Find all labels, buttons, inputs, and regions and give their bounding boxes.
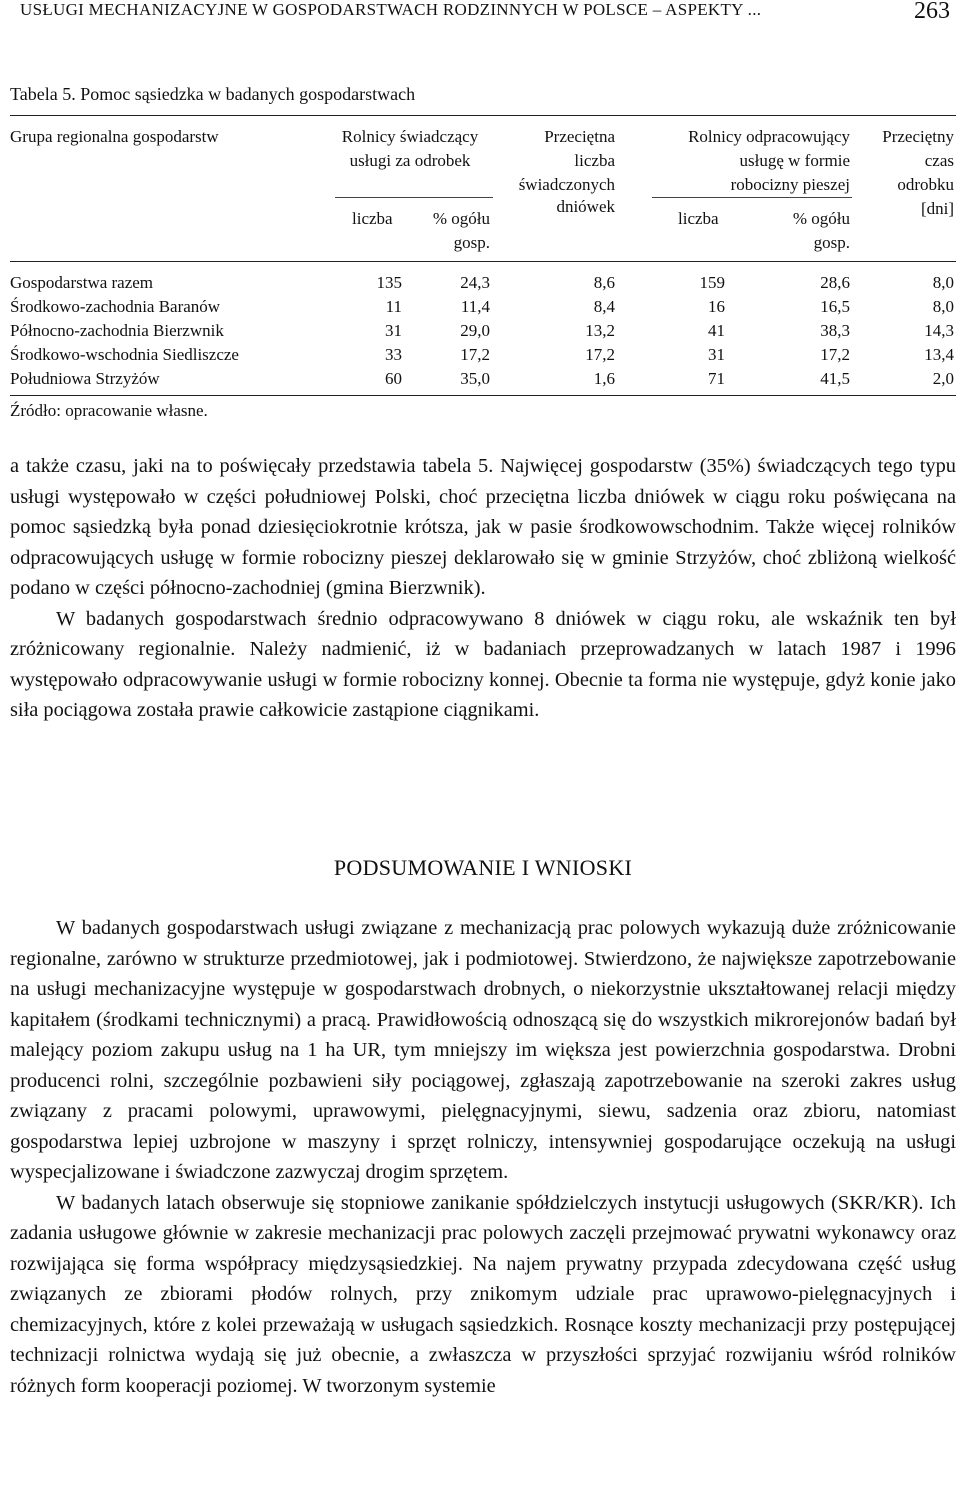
cell-pct-services: 24,3 [460, 273, 490, 292]
col-header-avg-line2: liczba [574, 151, 615, 170]
sub-header-pct-1 [410, 207, 490, 255]
col-header-work-line1: Rolnicy odpracowujący [688, 127, 850, 146]
cell-count-services: 33 [385, 345, 402, 364]
table-source: Źródło: opracowanie własne. [10, 401, 208, 420]
sub-rule-work [652, 197, 852, 198]
cell-avg-time: 8,0 [932, 297, 954, 316]
cell-avg-time: 13,4 [924, 345, 954, 364]
col-header-work-line2: usługę w formie [739, 151, 850, 170]
sub-header-pct-2-line1: % ogółu [792, 209, 850, 228]
col-header-work-line3: robocizny pieszej [730, 175, 850, 194]
cell-pct-services: 11,4 [460, 297, 490, 316]
col-header-avg-line3: świadczonych [518, 175, 615, 194]
cell-count-work: 31 [708, 345, 725, 364]
row-name: Północno-zachodnia Bierzwnik [10, 321, 224, 340]
cell-pct-work: 41,5 [820, 369, 850, 388]
row-name: Środkowo-zachodnia Baranów [10, 297, 221, 316]
col-header-time-line2: czas [924, 151, 954, 170]
sub-rule-services [335, 197, 493, 198]
cell-avg-days: 8,6 [593, 273, 615, 292]
section-title: PODSUMOWANIE I WNIOSKI [333, 855, 633, 880]
cell-pct-work: 17,2 [820, 345, 850, 364]
cell-pct-services: 35,0 [460, 369, 490, 388]
paragraph: W badanych latach obserwuje się stopniowe zanikanie spółdzielczych instytucji usługowych (SKR/KR). Ich zadania usługowe głównie w zakresie mechanizacji prac polowych zaczęli przejmować prywatni wykonawcy oraz rozwijająca się forma współpracy międzysąsiedzkiej. Na najem prywatny przypada zdecydowana część usług związanych ze zbiorami płodów rolnych, przy znikomym udziale prac uprawowo-pielęgnacyjnych i chemizacyjnych, które z kolei przeważają w usługach sąsiedzkich. Rosnące koszty mechanizacji przy postępującej technizacji rolnictwa wydają się już obecnie, a zwłaszcza w przyszłości sprzyjać rozwijaniu wśród rolników różnych form kooperacji poziomej. W tworzonym systemie [10, 1191, 956, 1397]
col-header-avg-days [490, 125, 615, 219]
paragraph: W badanych gospodarstwach średnio odpracowywano 8 dniówek w ciągu roku, ale wskaźnik ten był zróżnicowany regionalnie. Należy nadmienić, iż w badaniach przeprowadzanych w latach 1987 i 1996 występowało odpracowywanie usługi w formie robocizny konnej. Obecnie ta forma nie występuje, gdyż konie jako siła pociągowa została prawie całkowicie zastąpione ciągnikami. [10, 607, 956, 721]
cell-avg-time: 8,0 [932, 273, 954, 292]
table-row [10, 271, 956, 295]
cell-avg-days: 17,2 [585, 345, 615, 364]
table-row [10, 343, 956, 367]
table-row [10, 367, 956, 391]
col-header-services-line2: usługi za odrobek [349, 151, 471, 170]
table-row [10, 295, 956, 319]
sub-header-pct-1-line1: % ogółu [432, 209, 490, 228]
body-text-bottom [10, 913, 956, 1401]
cell-count-work: 16 [708, 297, 725, 316]
col-header-avg-line1: Przeciętna [544, 127, 615, 146]
row-name: Południowa Strzyżów [10, 369, 160, 388]
cell-count-work: 71 [708, 369, 725, 388]
cell-count-services: 60 [385, 369, 402, 388]
col-header-avg-line4: dniówek [556, 197, 615, 216]
paragraph: W badanych gospodarstwach usługi związane z mechanizacją prac polowych wykazują duże zróżnicowanie regionalne, zarówno w strukturze przedmiotowej, jak i podmiotowej. Stwierdzono, że największe zapotrzebowanie na usługi mechanizacyjne występuje w gospodarstwach drobnych, o niekorzystnie ukształtowanej relacji między kapitałem (środkami technicznymi) a pracą. Prawidłowością odnoszącą się do wszystkich mikrorejonów badań był malejący poziom zakupu usług na 1 ha UR, tym mniejszy im większa jest powierzchnia gospodarstwa. Drobni producenci rolni, szczególnie pozbawieni siły pociągowej, zgłaszają zapotrzebowanie na szeroki zakres usług związany z pracami polowymi, uprawowymi, pielęgnacyjnymi, siewu, sadzenia oraz zbioru, natomiast gospodarstwa lepiej uzbrojone w maszyny i sprzęt rolniczy, intensywniej gospodarujące oczekują na usługi wyspecjalizowane i świadczone zazwyczaj drogim sprzętem. [10, 917, 956, 1183]
col-header-work [630, 125, 850, 197]
cell-avg-days: 1,6 [593, 369, 615, 388]
table-bottom-rule [10, 395, 956, 396]
col-header-time-line4: [dni] [920, 199, 954, 218]
body-text-top [10, 451, 956, 726]
sub-header-count-1: liczba [352, 209, 393, 228]
table-header-rule [10, 261, 956, 262]
cell-avg-days: 8,4 [593, 297, 615, 316]
paragraph: a także czasu, jaki na to poświęcały przedstawia tabela 5. Najwięcej gospodarstw (35%) świadczących tego typu usługi występowało w części południowej Polski, choć przeciętna liczba dniówek w ciągu roku poświęcana na pomoc sąsiedzką była ponad dziesięciokrotnie krótsza, jak w pasie środkowowschodnim. Także więcej rolników odpracowujących usługę w formie robocizny pieszej deklarowało się w gminie Strzyżów, choć zbliżoną wielkość podano w części północno-zachodniej (gmina Bierzwnik). [10, 455, 956, 599]
cell-count-services: 135 [376, 273, 402, 292]
col-header-time-line3: odrobku [897, 175, 954, 194]
cell-pct-work: 16,5 [820, 297, 850, 316]
cell-count-services: 31 [385, 321, 402, 340]
row-name: Środkowo-wschodnia Siedliszcze [10, 345, 239, 364]
sub-header-count-2: liczba [678, 209, 719, 228]
cell-avg-time: 2,0 [932, 369, 954, 388]
row-name: Gospodarstwa razem [10, 273, 154, 292]
sub-header-pct-2-line2: gosp. [813, 233, 850, 252]
table-row [10, 319, 956, 343]
cell-pct-work: 38,3 [820, 321, 850, 340]
running-header: USŁUGI MECHANIZACYJNE W GOSPODARSTWACH RODZINNYCH W POLSCE – ASPEKTY ... [20, 0, 762, 19]
col-header-time [850, 125, 954, 221]
cell-count-work: 41 [708, 321, 725, 340]
cell-avg-time: 14,3 [924, 321, 954, 340]
col-header-services-line1: Rolnicy świadczący [341, 127, 479, 146]
cell-pct-services: 29,0 [460, 321, 490, 340]
table-caption: Tabela 5. Pomoc sąsiedzka w badanych gospodarstwach [10, 84, 416, 104]
col-header-time-line1: Przeciętny [882, 127, 954, 146]
cell-count-services: 11 [385, 297, 402, 316]
cell-avg-days: 13,2 [585, 321, 615, 340]
table-top-rule [10, 115, 956, 116]
sub-header-pct-1-line2: gosp. [453, 233, 490, 252]
cell-pct-work: 28,6 [820, 273, 850, 292]
cell-count-work: 159 [699, 273, 725, 292]
col-header-group: Grupa regionalna gospodarstw [10, 127, 219, 146]
sub-header-pct-2 [770, 207, 850, 255]
cell-pct-services: 17,2 [460, 345, 490, 364]
page-number: 263 [914, 0, 950, 24]
col-header-services [320, 125, 500, 173]
